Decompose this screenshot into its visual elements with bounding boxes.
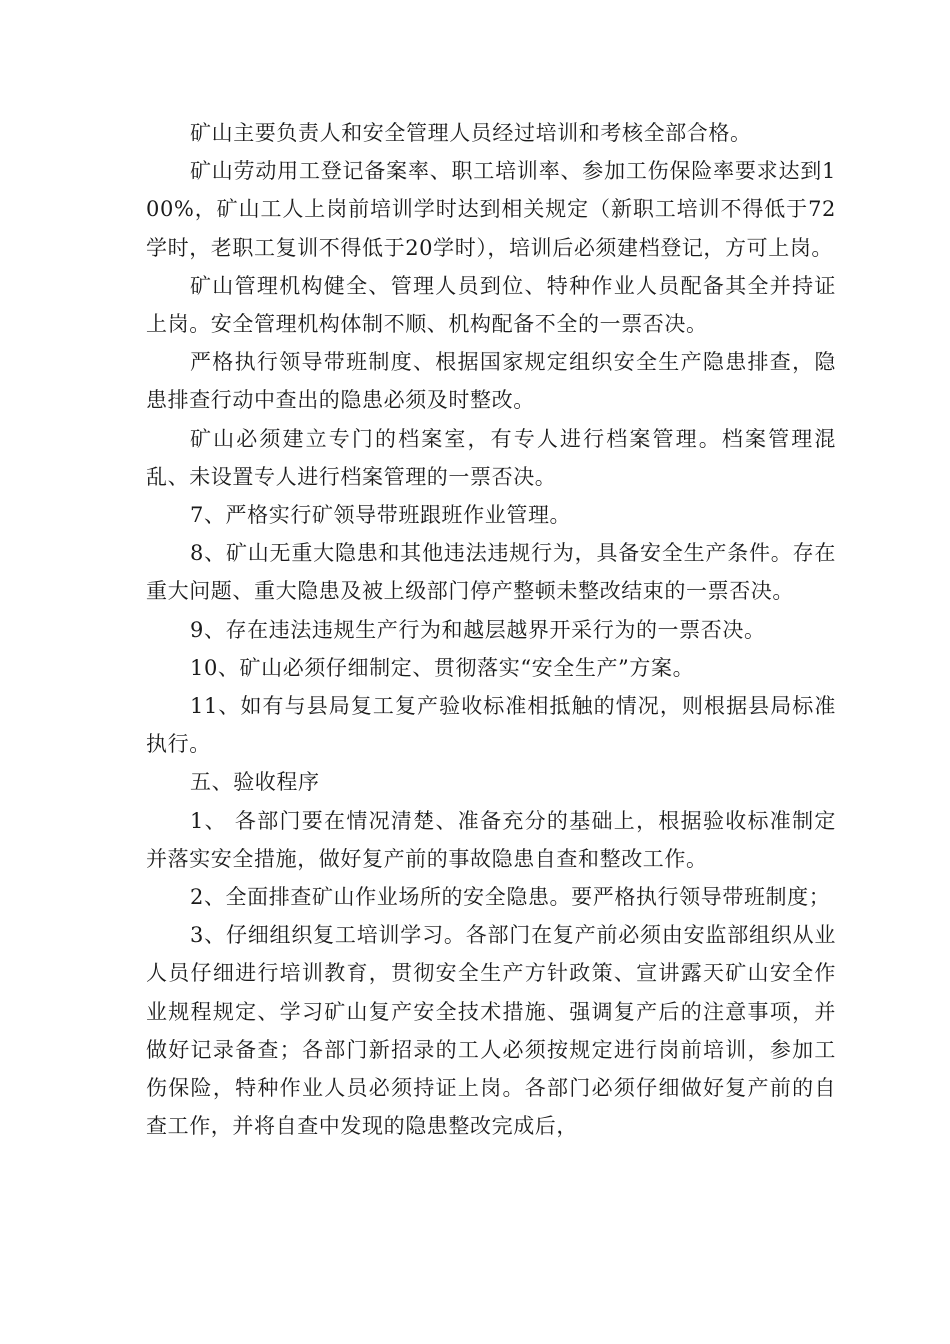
paragraph-7: 8、矿山无重大隐患和其他违法违规行为，具备安全生产条件。存在重大问题、重大隐患及被上级部门停产整顿未整改结束的一票否决。 bbox=[146, 541, 836, 604]
section-heading: 五、验收程序 bbox=[190, 770, 320, 795]
paragraph-1: 矿山主要负责人和安全管理人员经过培训和考核全部合格。 bbox=[190, 121, 752, 145]
paragraph-5: 矿山必须建立专门的档案室，有专人进行档案管理。档案管理混乱、未设置专人进行档案管理的一票否决。 bbox=[146, 426, 836, 489]
paragraph-10: 11、如有与县局复工复产验收标准相抵触的情况，则根据县局标准执行。 bbox=[146, 694, 836, 757]
paragraph-8: 9、存在违法违规生产行为和越层越界开采行为的一票否决。 bbox=[190, 617, 766, 642]
paragraph-13: 2、全面排查矿山作业场所的安全隐患。要严格执行领导带班制度； bbox=[190, 885, 831, 910]
paragraph-6: 7、严格实行矿领导带班跟班作业管理。 bbox=[190, 503, 572, 528]
paragraph-4: 严格执行领导带班制度、根据国家规定组织安全生产隐患排查，隐患排查行动中查出的隐患必须及时整改。 bbox=[146, 350, 836, 413]
paragraph-12: 1、 各部门要在情况清楚、准备充分的基础上，根据验收标准制定并落实安全措施，做好复产前的事故隐患自查和整改工作。 bbox=[146, 808, 836, 871]
document-body bbox=[146, 114, 836, 1145]
paragraph-3: 矿山管理机构健全、管理人员到位、特种作业人员配备其全并持证上岗。安全管理机构体制不顺、机构配备不全的一票否决。 bbox=[146, 273, 836, 337]
paragraph-14: 3、仔细组织复工培训学习。各部门在复产前必须由安监部组织从业人员仔细进行培训教育，贯彻安全生产方针政策、宣讲露天矿山安全作业规程规定、学习矿山复产安全技术措施、强调复产后的注意事项，并做好记录备查；各部门新招录的工人必须按规定进行岗前培训，参加工伤保险，特种作业人员必须持证上岗。各部门必须仔细做好复产前的自查工作，并将自查中发现的隐患整改完成后， bbox=[146, 923, 836, 1139]
paragraph-2: 矿山劳动用工登记备案率、职工培训率、参加工伤保险率要求达到100%，矿山工人上岗前培训学时达到相关规定（新职工培训不得低于72学时，老职工复训不得低于20学时），培训后必须建档登记，方可上岗。 bbox=[146, 159, 836, 260]
paragraph-9: 10、矿山必须仔细制定、贯彻落实“安全生产”方案。 bbox=[190, 655, 695, 680]
